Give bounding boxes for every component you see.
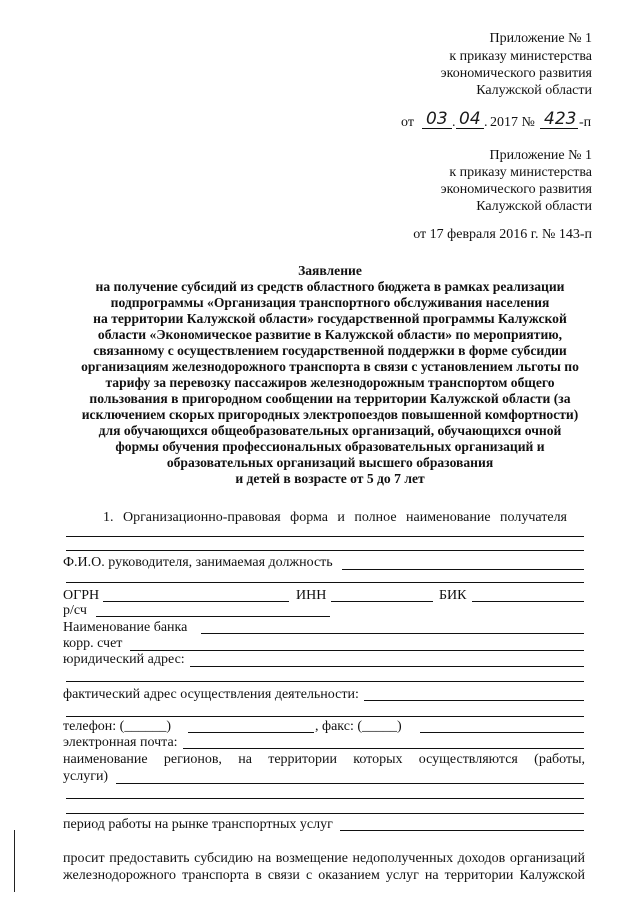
regions-label-line-2: услуги) (63, 769, 109, 784)
title-line-3: на территории Калужской области» государственной программы Калужской (93, 311, 567, 326)
order-date-dot-1: . (452, 115, 456, 130)
order-day-underline (422, 128, 452, 129)
appendix-old-line-2: к приказу министерства (449, 165, 592, 180)
ogrn-field[interactable] (103, 601, 289, 602)
fax-field[interactable] (420, 732, 584, 733)
order-day-handwritten: 03 (426, 109, 448, 129)
inn-label: ИНН (296, 588, 327, 603)
corr-account-field[interactable] (130, 650, 584, 651)
regions-field-2[interactable] (66, 798, 584, 799)
regions-field-3[interactable] (66, 813, 584, 814)
bik-field[interactable] (472, 601, 584, 602)
actual-address-label: фактический адрес осуществления деятельности: (63, 687, 359, 702)
order-month-underline (456, 128, 484, 129)
legal-form-field-1[interactable] (66, 536, 584, 537)
order-date-prefix: от (401, 115, 414, 130)
order-month-handwritten: 04 (459, 109, 481, 129)
title-line-10: для обучающихся общеобразовательных организаций, обучающихся очной (98, 423, 562, 438)
request-line-2: железнодорожного транспорта в связи с оказанием услуг на территории Калужской (63, 868, 585, 883)
legal-form-field-2[interactable] (66, 550, 584, 551)
appendix-new-line-4: Калужской области (476, 83, 592, 98)
title-line-13: и детей в возрасте от 5 до 7 лет (235, 471, 425, 486)
actual-address-field[interactable] (364, 700, 584, 701)
title-line-12: образовательных организаций высшего образования (166, 455, 494, 470)
order-number-underline (540, 128, 578, 129)
actual-address-field-2[interactable] (66, 716, 584, 717)
appendix-old-line-4: Калужской области (476, 199, 592, 214)
phone-label: телефон: (______) (63, 719, 171, 734)
binding-margin-mark (14, 830, 15, 892)
regions-label-line-1: наименование регионов, на территории которых осуществляются (работы, (63, 752, 585, 767)
account-label: р/сч (63, 603, 87, 618)
appendix-new-line-1: Приложение № 1 (489, 31, 592, 46)
period-field[interactable] (340, 830, 584, 831)
title-line-11: формы обучения профессиональных образовательных организаций и (115, 439, 545, 454)
appendix-new-line-2: к приказу министерства (449, 49, 592, 64)
director-field[interactable] (342, 569, 584, 570)
appendix-old-line-3: экономического развития (440, 182, 592, 197)
inn-field[interactable] (331, 601, 433, 602)
ogrn-label: ОГРН (63, 588, 100, 603)
title-line-1: на получение субсидий из средств областного бюджета в рамках реализации (95, 279, 565, 294)
order-number-suffix: -п (579, 115, 592, 130)
appendix-new-line-3: экономического развития (440, 66, 592, 81)
appendix-old-date-line: от 17 февраля 2016 г. № 143-п (413, 227, 592, 242)
appendix-old-line-1: Приложение № 1 (489, 148, 592, 163)
period-label: период работы на рынке транспортных услуг (63, 817, 333, 832)
legal-address-label: юридический адрес: (63, 652, 185, 667)
phone-field[interactable] (188, 732, 314, 733)
legal-address-field-2[interactable] (66, 681, 584, 682)
application-heading: Заявление (298, 263, 362, 278)
director-label: Ф.И.О. руководителя, занимаемая должность (63, 555, 333, 570)
email-label: электронная почта: (63, 735, 178, 750)
legal-address-field[interactable] (190, 666, 584, 667)
title-line-8: пользования в пригородном сообщении на территории Калужской области (за (89, 391, 571, 406)
corr-account-label: корр. счет (63, 636, 123, 651)
email-field[interactable] (183, 748, 584, 749)
director-field-2[interactable] (66, 582, 584, 583)
order-year-number-label: 2017 № (490, 115, 535, 130)
title-line-6: организациям железнодорожного транспорта в связи с установлением льготы по (81, 359, 579, 374)
bik-label: БИК (439, 588, 467, 603)
fax-label: , факс: (_____) (315, 719, 402, 734)
title-line-9: исключением скорых пригородных электропоездов повышенной комфортности) (81, 407, 579, 422)
request-line-1: просит предоставить субсидию на возмещение недополученных доходов организаций (63, 851, 585, 866)
regions-field-1[interactable] (116, 783, 584, 784)
title-line-2: подпрограммы «Организация транспортного обслуживания населения (110, 295, 550, 310)
item-1-legal-form-label: 1. Организационно-правовая форма и полное наименование получателя (103, 510, 567, 525)
account-field[interactable] (96, 616, 330, 617)
title-line-5: связанному с осуществлением государственной поддержки в форме субсидии (93, 343, 567, 358)
order-number-handwritten: 423 (544, 109, 577, 129)
bank-name-label: Наименование банка (63, 620, 188, 635)
bank-name-field[interactable] (201, 633, 584, 634)
order-date-dot-2: . (484, 115, 488, 130)
title-line-7: тарифу за перевозку пассажиров железнодорожным транспортом общего (105, 375, 555, 390)
title-line-4: области «Экономическое развитие в Калужской области» по мероприятию, (97, 327, 563, 342)
